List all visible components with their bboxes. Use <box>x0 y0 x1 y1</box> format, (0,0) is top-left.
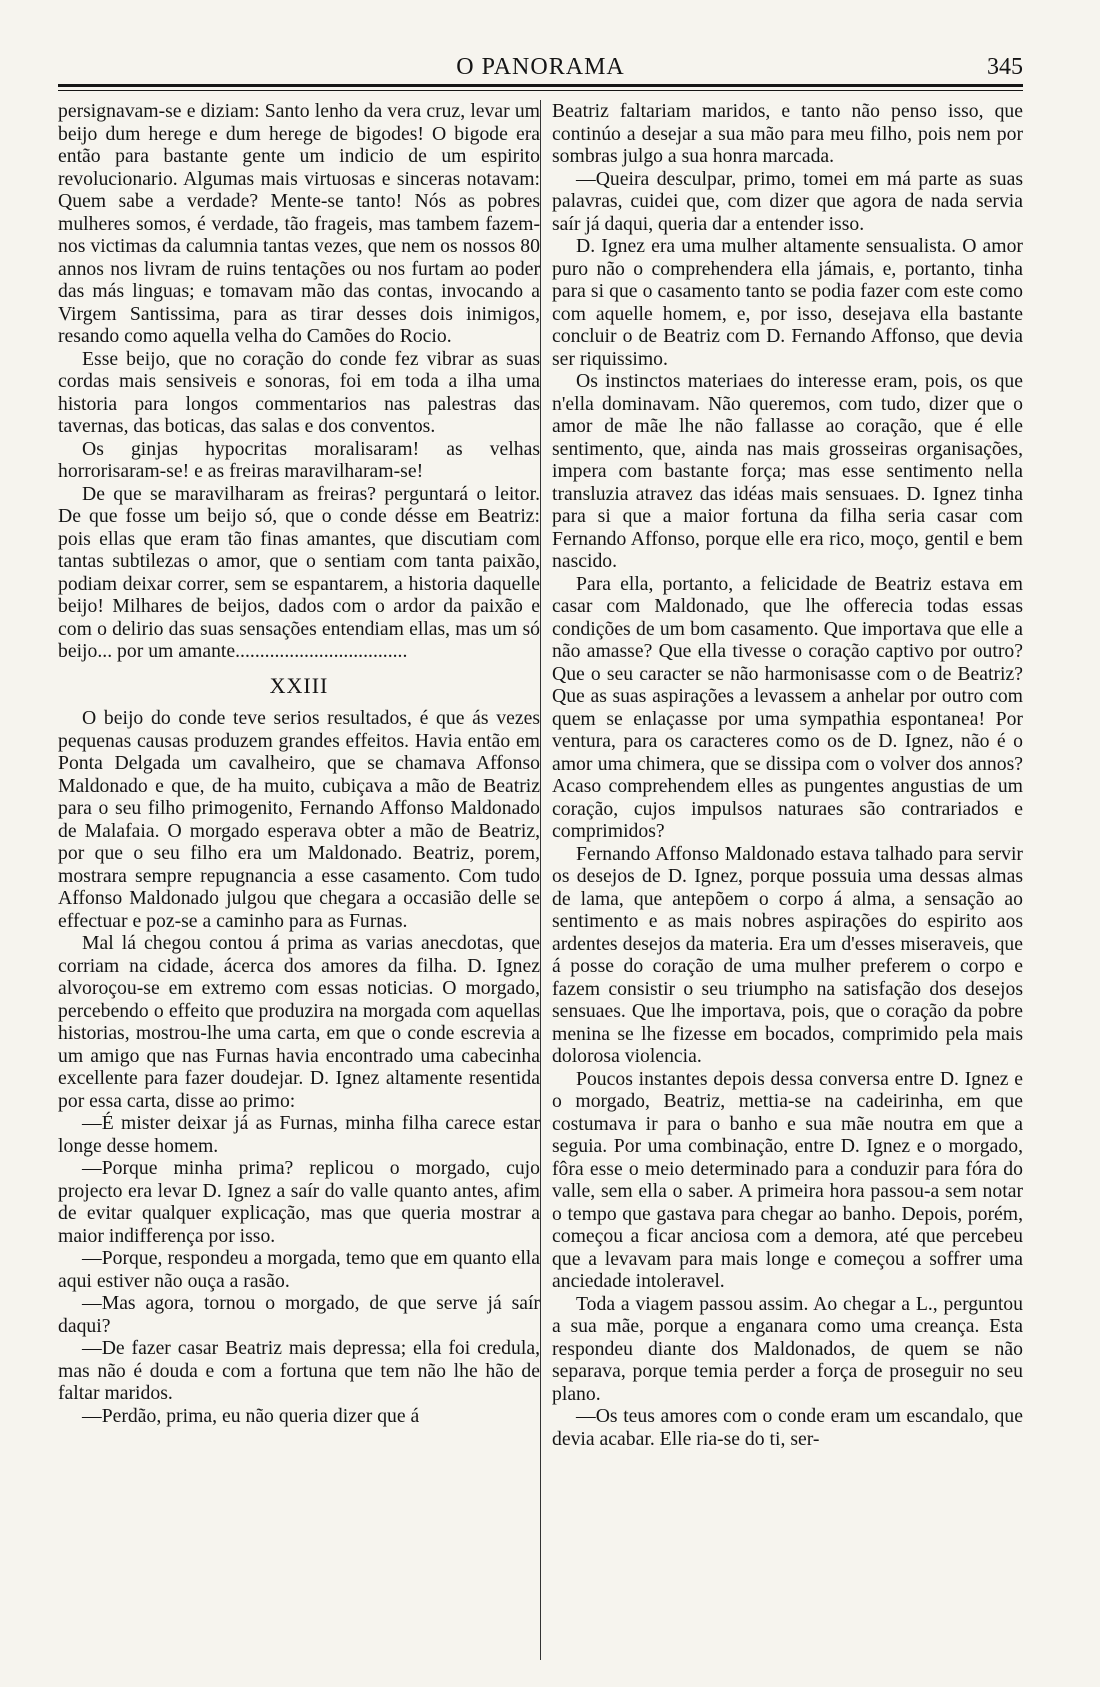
paragraph: D. Ignez era uma mulher altamente sensualista. O amor puro não o comprehendera ella jámais, e, portanto, tinha para si que o casamento tanto se podia fazer com este como com aquelle homem, e, por isso, desejava ella bastante concluir o de Beatriz com D. Fernando Affonso, que devia ser riquissimo. <box>552 235 1023 370</box>
paragraph: Toda a viagem passou assim. Ao chegar a L., perguntou a sua mãe, porque a enganara como uma creança. Esta respondeu diante dos Maldonados, de quem se não separava, porque temia perder a força de proseguir no seu plano. <box>552 1292 1023 1405</box>
header-rule-thick <box>58 84 1023 87</box>
paragraph: Beatriz faltariam maridos, e tanto não penso isso, que continúo a desejar a sua mão para meu filho, pois nem por sombras julgo a sua honra marcada. <box>552 100 1023 167</box>
paragraph: Fernando Affonso Maldonado estava talhado para servir os desejos de D. Ignez, porque possuia uma dessas almas de lama, que antepõem o corpo á alma, a sensação ao sentimento e as mais nobres aspirações do espirito aos ardentes desejos da materia. Era um d'esses miseraveis, que á posse do coração de uma mulher preferem o corpo e fazem consistir o seu triumpho na satisfação dos desejos sensuaes. Que lhe importava, pois, que o coração da pobre menina se lhe fizesse em bocados, comprimido pela mais dolorosa violencia. <box>552 842 1023 1067</box>
paragraph: —Queira desculpar, primo, tomei em má parte as suas palavras, cuidei que, com dizer que agora de nada servia saír já daqui, queria dar a entender isso. <box>552 167 1023 235</box>
header-rule-thin <box>58 90 1023 91</box>
paragraph: Os instinctos materiaes do interesse eram, pois, os que n'ella dominavam. Não queremos, com tudo, dizer que o amor de mãe lhe não fallasse ao coração, que é elle sentimento, que, ainda nas mais grosseiras organisações, impera com bastante força; mas esse sentimento nella transluzia atravez das idéas mais sensuaes. D. Ignez tinha para si que a maior fortuna da filha seria casar com Fernando Affonso, porque elle era rico, moço, gentil e bem nascido. <box>552 370 1023 572</box>
chapter-heading: XXIII <box>269 672 329 698</box>
right-column <box>552 100 1023 1450</box>
paragraph: Poucos instantes depois dessa conversa entre D. Ignez e o morgado, Beatriz, mettia-se na cadeirinha, em que costumava ir para o banho e sua mãe noutra em que a seguia. Por uma combinação, entre D. Ignez e o morgado, fôra esse o meio determinado para a conduzir para fóra do valle, sem ella o saber. A primeira hora passou-a sem notar o tempo que gastava para chegar ao banho. Depois, porém, começou a ficar anciosa com a demora, até que percebeu que a levavam para mais longe e começou a soffrer uma anciedade intoleravel. <box>552 1067 1023 1292</box>
paragraph: Mal lá chegou contou á prima as varias anecdotas, que corriam na cidade, ácerca dos amores da filha. D. Ignez alvoroçou-se em extremo com essas noticias. O morgado, percebendo o effeito que produzira na morgada com aquellas historias, mostrou-lhe uma carta, em que o conde escrevia a um amigo que nas Furnas havia encontrado uma cabecinha excellente para fazer doudejar. D. Ignez altamente resentida por essa carta, disse ao primo: <box>58 932 540 1112</box>
paragraph: Para ella, portanto, a felicidade de Beatriz estava em casar com Maldonado, que lhe offerecia todas essas condições de um bom casamento. Que importava que elle a não amasse? Que ella tivesse o coração captivo por outro? Que o seu caracter se não harmonisasse com o de Beatriz? Que as suas aspirações a levassem a anhelar por outro com quem se enlaçasse por uma sympathia espontanea! Por ventura, para os caracteres como os de D. Ignez, não é o amor uma chimera, que se dissipa com o volver dos annos? Acaso comprehendem elles as pungentes angustias de um coração, cujos impulsos naturaes são contrariados e comprimidos? <box>552 572 1023 842</box>
paragraph: O beijo do conde teve serios resultados, é que ás vezes pequenas causas produzem grandes effeitos. Havia então em Ponta Delgada um cavalheiro, que se chamava Affonso Maldonado e que, de ha muito, cubiçava a mão de Beatriz para o seu filho primogenito, Fernando Affonso Maldonado de Malafaia. O morgado esperava obter a mão de Beatriz, por que o seu filho era um Maldonado. Beatriz, porem, mostrara sempre repugnancia a esse casamento. Com tudo Affonso Maldonado julgou que chegara a occasião delle se effectuar e poz-se a caminho para as Furnas. <box>58 707 540 932</box>
page-header <box>58 44 1023 78</box>
dialogue-paragraph: —Porque minha prima? replicou o morgado, cujo projecto era levar D. Ignez a saír do valle quanto antes, afim de evitar qualquer explicação, mas que queria mostrar a maior indifferença por isso. <box>58 1157 540 1247</box>
dialogue-paragraph: —Porque, respondeu a morgada, temo que em quanto ella aqui estiver não ouça a rasão. <box>58 1247 540 1292</box>
dialogue-paragraph: —Perdão, prima, eu não queria dizer que á <box>82 1404 420 1427</box>
paragraph: De que se maravilharam as freiras? perguntará o leitor. De que fosse um beijo só, que o conde désse em Beatriz: pois ellas que eram tão finas amantes, que discutiam com tantas subtilezas o amor, que o sentiam com tanta paixão, podiam deixar correr, sem se espantarem, a historia daquelle beijo! Milhares de beijos, dados com o ardor da paixão e com o delirio das suas sensações entendiam ellas, mas um só beijo... por um amante................................... <box>58 482 540 662</box>
paragraph: persignavam-se e diziam: Santo lenho da vera cruz, levar um beijo dum herege e dum herege de bigodes! O bigode era então para bastante gente um indicio de um espirito revolucionario. Algumas mais virtuosas e sinceras notavam: Quem sabe a verdade? Mente-se tanto! Nós as pobres mulheres somos, é verdade, tão frageis, mas tambem fazem-nos victimas da calumnia tantas vezes, que nem os nossos 80 annos nos livram de ruins tentações ou nos furtam ao poder das más linguas; e tomavam mão das contas, invocando a Virgem Santissima, para as tirar desses dois inimigos, resando como aquella velha do Camões do Rocio. <box>58 100 540 347</box>
dialogue-paragraph: —É mister deixar já as Furnas, minha filha carece estar longe desse homem. <box>58 1112 540 1157</box>
paragraph: —Os teus amores com o conde eram um escandalo, que devia acabar. Elle ria-se do ti, ser- <box>552 1405 1023 1450</box>
page-number: 345 <box>987 54 1023 80</box>
running-title: O PANORAMA <box>456 54 625 80</box>
dialogue-paragraph: —Mas agora, tornou o morgado, de que serve já saír daqui? <box>58 1292 540 1337</box>
left-column <box>58 100 540 1427</box>
dialogue-paragraph: —De fazer casar Beatriz mais depressa; ella foi credula, mas não é douda e com a fortuna que tem não lhe hão de faltar maridos. <box>58 1337 540 1404</box>
column-divider <box>540 100 541 1660</box>
paragraph: Esse beijo, que no coração do conde fez vibrar as suas cordas mais sensiveis e sonoras, foi em toda a ilha uma historia para longos commentarios nas palestras das tavernas, das boticas, das salas e dos conventos. <box>58 347 540 437</box>
paragraph: Os ginjas hypocritas moralisaram! as velhas horrorisaram-se! e as freiras maravilharam-se! <box>58 437 540 482</box>
